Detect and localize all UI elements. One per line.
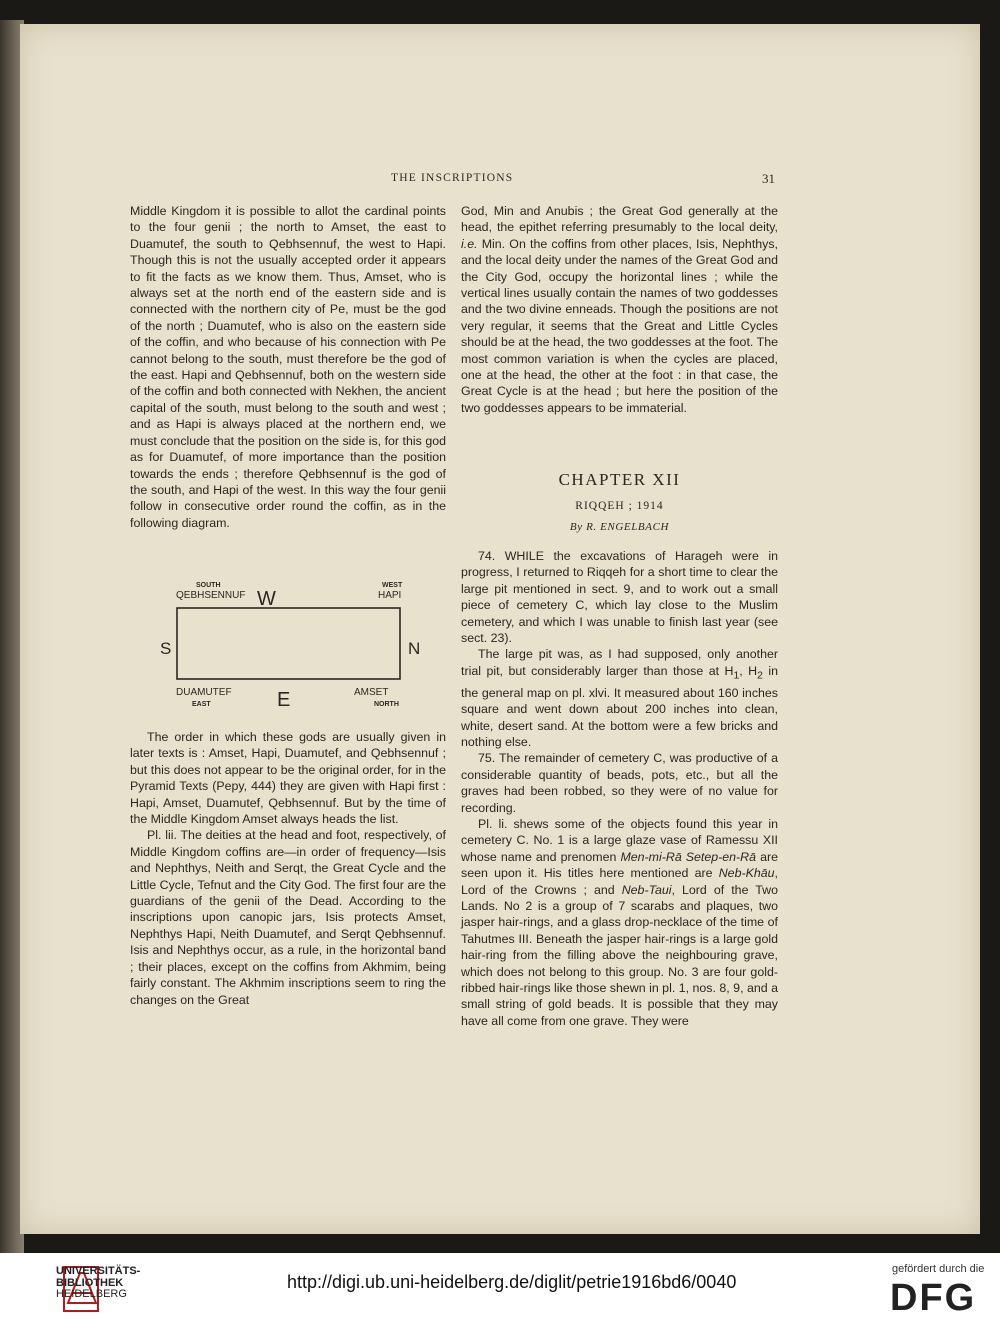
diagram-duamutef-label: DUAMUTEF <box>176 687 232 698</box>
dfg-caption: gefördert durch die <box>892 1263 985 1275</box>
diagram-e-label: E <box>277 689 291 710</box>
diagram-qebhsennuf-label: QEBHSENNUF <box>176 590 246 601</box>
diagram-east-label: EAST <box>192 701 211 708</box>
right-column-top <box>461 203 778 416</box>
diagram-west-label: WEST <box>382 582 403 589</box>
permalink-url[interactable]: http://digi.ub.uni-heidelberg.de/diglit/petrie1916bd6/0040 <box>287 1272 737 1292</box>
dfg-logo-icon: DFG <box>890 1277 977 1319</box>
paragraph: 75. The remainder of cemetery C, was productive of a considerable quantity of beads, pots, etc., but all the graves had been robbed, so they were of no value for recording. <box>461 751 778 815</box>
diagram-n-label: N <box>408 639 421 658</box>
diagram-w-label: W <box>257 588 276 610</box>
page-number: 31 <box>762 171 775 186</box>
diagram-hapi-label: HAPI <box>378 590 402 601</box>
chapter-subtitle: RIQQEH ; 1914 <box>575 500 664 512</box>
paragraph: God, Min and Anubis ; the Great God generally at the head, the epithet referring presumably to the local deity, i.e. Min. On the coffins from other places, Isis, Nephthys, and the local deity under the names of the Great God and the City God, occupy the horizontal lines ; while the vertical lines usually contain the names of two goddesses and the two divine enneads. Though the positions are not very regular, it seems that the Great and Little Cycles should be at the head, the two goddesses at the foot. The most common variation is when the cycles are placed, one at the head, the other at the foot : in that case, the Great Cycle is at the head ; but here the position of the two goddesses appears to be immaterial. <box>461 204 778 415</box>
left-column-bottom <box>130 729 446 1008</box>
chapter-author: By R. ENGELBACH <box>569 521 670 533</box>
genii-diagram <box>150 578 430 710</box>
diagram-amset-label: AMSET <box>354 687 389 698</box>
diagram-south-label: SOUTH <box>196 582 221 589</box>
coffin-rectangle <box>177 608 400 679</box>
paragraph: 74. WHILE the excavations of Harageh were in progress, I returned to Riqqeh for a short time to clear the large pit mentioned in sect. 9, and to work out a small piece of cemetery C, which lay close to the Muslim cemetery, and which I was unable to finish last year (see sect. 23). <box>461 549 778 646</box>
running-title: THE INSCRIPTIONS <box>391 172 514 184</box>
diagram-s-label: S <box>160 639 172 658</box>
paragraph: The order in which these gods are usually given in later texts is : Amset, Hapi, Duamutef, and Qebhsennuf ; but this does not appear to be the original order, for in the Pyramid Texts (Pepy, 444) they are given with Hapi first : Hapi, Amset, Duamutef, Qebhsennuf. But by the time of the Middle Kingdom Amset always heads the list. <box>130 730 446 827</box>
viewer-footer <box>0 1253 1000 1325</box>
library-name: UNIVERSITÄTS- BIBLIOTHEK HEIDELBERG <box>56 1265 141 1300</box>
diagram-north-label: NORTH <box>374 701 399 708</box>
chapter-title: CHAPTER XII <box>558 470 681 489</box>
paragraph: Pl. lii. The deities at the head and foot, respectively, of Middle Kingdom coffins are—in order of frequency—Isis and Nephthys, Neith and Serqt, the Great Cycle and the Little Cycle, Tefnut and the City God. The first four are the guardians of the genii of the Dead. According to the inscriptions upon canopic jars, Isis protects Amset, Nephthys Hapi, Neith Duamutef, and Serqt Qebhsennuf. Isis and Nephthys occur, as a rule, in the horizontal band ; their places, except on the coffins from Akhmim, being fairly constant. The Akhmim inscriptions seem to ring the changes on the Great <box>130 828 446 1007</box>
running-header <box>0 172 1000 188</box>
paragraph: Pl. li. shews some of the objects found this year in cemetery C. No. 1 is a large glaze vase of Ramessu XII whose name and prenomen Men-mi-Rā Setep-en-Rā are seen upon it. His titles here mentioned are Neb-Khāu, Lord of the Crowns ; and Neb-Taui, Lord of the Two Lands. No 2 is a group of 7 scarabs and plaques, two jasper hair-rings, and a glass drop-necklace of the time of Tahutmes III. Beneath the jasper hair-rings is a large gold hair-ring from the filling above the neighbouring grave, which does not belong to this group. No. 3 are four gold-ribbed hair-rings like those shewn in pl. 1, nos. 8, 9, and a small string of gold beads. It is possible that they may have all come from one grave. They were <box>461 816 778 1028</box>
right-column-bottom <box>461 548 778 1029</box>
paragraph: Middle Kingdom it is possible to allot the cardinal points to the four genii ; the north to Amset, the east to Duamutef, the south to Qebhsennuf, the west to Hapi. Though this is not the usually accepted order it appears to fit the facts as we know them. Thus, Amset, who is always set at the north end of the eastern side and is connected with the northern city of Pe, must be the god of the north ; Duamutef, who is also on the eastern side of the coffin, and who because of his connection with Pe cannot belong to the south, must therefore be the god of the east. Hapi and Qebhsennuf, both on the western side of the coffin and both connected with Nekhen, the ancient capital of the south, must belong to the south and west ; and as Hapi is always placed at the northern end, we must conclude that the position on the side is, for this god as for Duamutef, of more importance than the position towards the ends ; therefore Qebhsennuf is the god of the south, and Hapi of the west. In this way the four genii follow in consecutive order round the coffin, as in the following diagram. <box>130 204 446 530</box>
left-column-top <box>130 203 446 531</box>
paragraph: The large pit was, as I had supposed, only another trial pit, but considerably larger than those at $H_1$, $H_2$ in the general map on pl. xlvi. It measured about 160 inches square and went down about 200 inches into clean, white, desert sand. At the bottom were a few bricks and nothing else. <box>461 647 778 749</box>
